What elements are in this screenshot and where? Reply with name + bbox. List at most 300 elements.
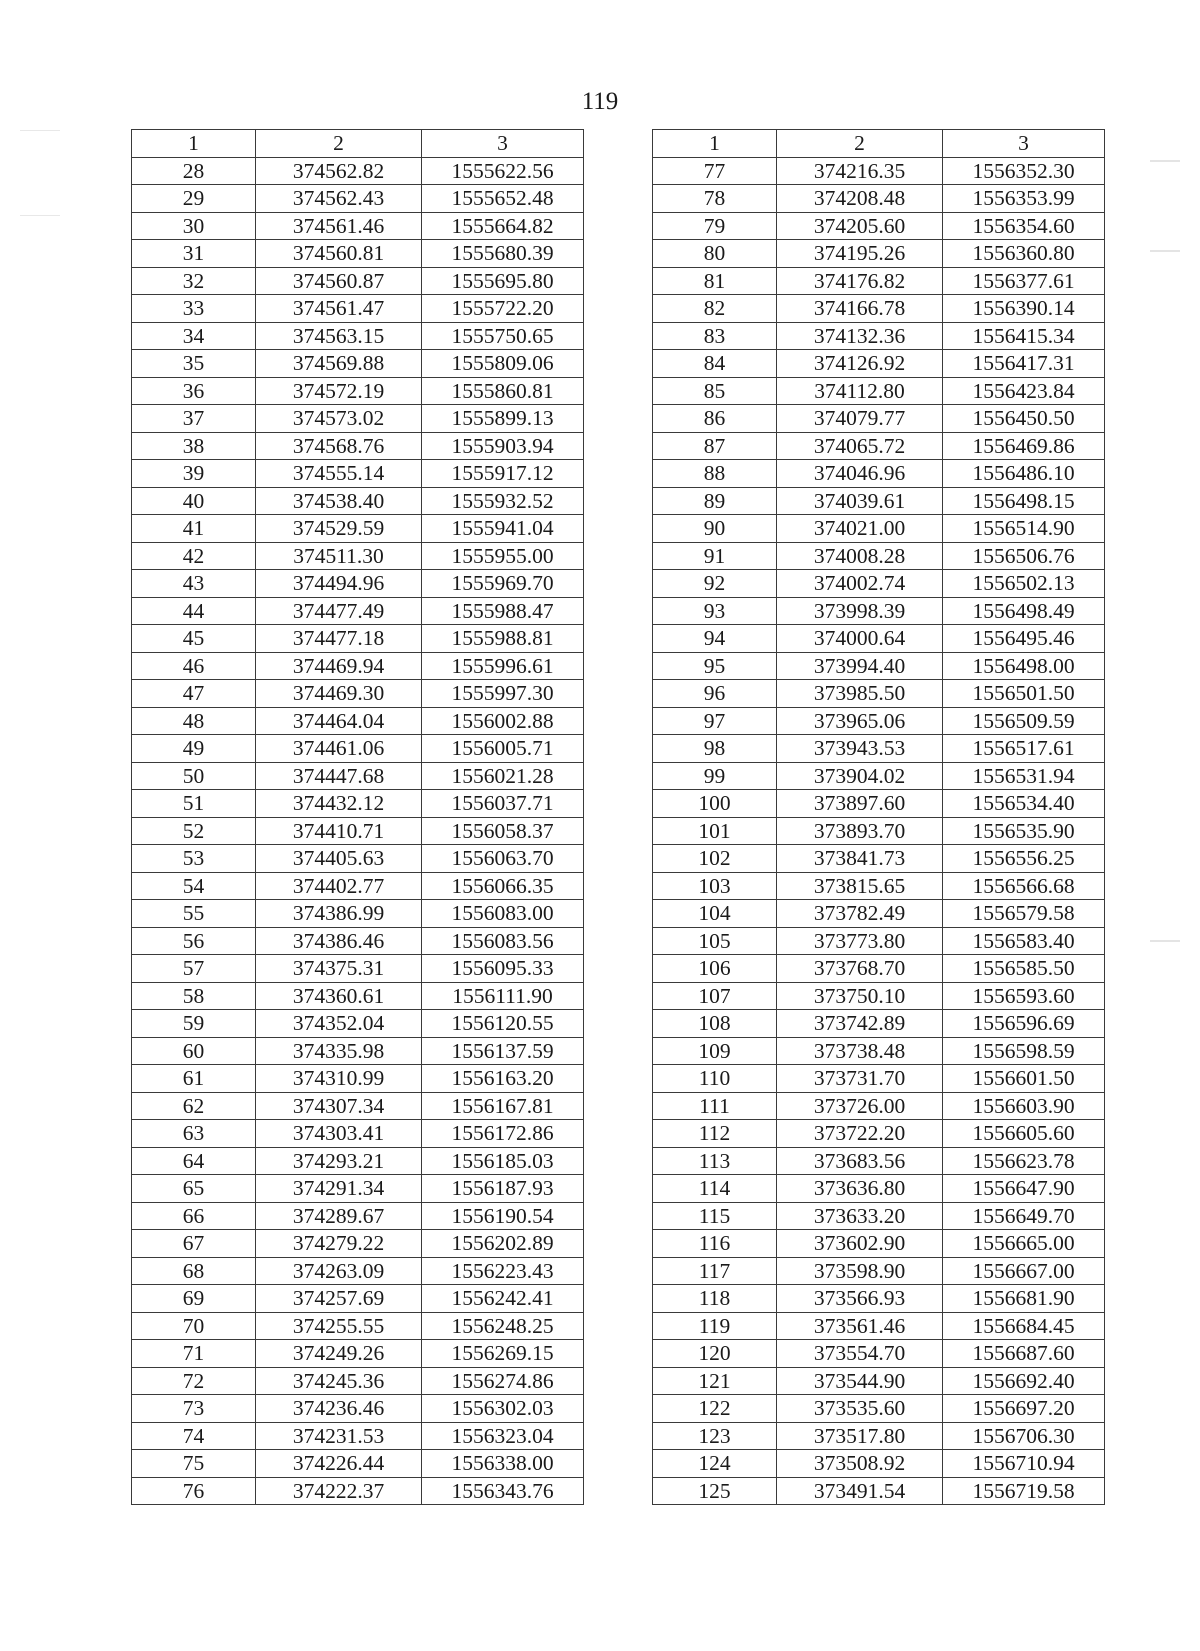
table-row [653,1230,1105,1258]
y-coordinate-cell: 1556502.13 [943,570,1105,598]
scan-artifact [1150,250,1180,252]
table-row [132,240,584,268]
x-coordinate-cell: 374477.49 [256,597,422,625]
y-coordinate-cell: 1556514.90 [943,515,1105,543]
point-number-cell: 66 [132,1202,256,1230]
point-number-cell: 120 [653,1340,777,1368]
y-coordinate-cell: 1556269.15 [422,1340,584,1368]
point-number-cell: 80 [653,240,777,268]
table-row [132,1202,584,1230]
point-number-cell: 111 [653,1092,777,1120]
x-coordinate-cell: 373535.60 [777,1395,943,1423]
table-row [653,1285,1105,1313]
x-coordinate-cell: 374008.28 [777,542,943,570]
point-number-cell: 89 [653,487,777,515]
x-coordinate-cell: 374293.21 [256,1147,422,1175]
point-number-cell: 121 [653,1367,777,1395]
x-coordinate-cell: 373544.90 [777,1367,943,1395]
table-row [132,1395,584,1423]
x-coordinate-cell: 374402.77 [256,872,422,900]
y-coordinate-cell: 1556585.50 [943,955,1105,983]
table-row [653,1037,1105,1065]
table-header-row [653,130,1105,158]
y-coordinate-cell: 1556486.10 [943,460,1105,488]
column-header-y: 3 [943,130,1105,158]
y-coordinate-cell: 1555997.30 [422,680,584,708]
y-coordinate-cell: 1555664.82 [422,212,584,240]
point-number-cell: 82 [653,295,777,323]
y-coordinate-cell: 1556417.31 [943,350,1105,378]
point-number-cell: 110 [653,1065,777,1093]
y-coordinate-cell: 1556719.58 [943,1477,1105,1505]
y-coordinate-cell: 1556352.30 [943,157,1105,185]
x-coordinate-cell: 374046.96 [777,460,943,488]
point-number-cell: 108 [653,1010,777,1038]
point-number-cell: 45 [132,625,256,653]
y-coordinate-cell: 1555955.00 [422,542,584,570]
x-coordinate-cell: 373566.93 [777,1285,943,1313]
x-coordinate-cell: 373943.53 [777,735,943,763]
x-coordinate-cell: 374494.96 [256,570,422,598]
point-number-cell: 77 [653,157,777,185]
y-coordinate-cell: 1556450.50 [943,405,1105,433]
table-row [653,1340,1105,1368]
scan-artifact [1150,160,1180,162]
y-coordinate-cell: 1556037.71 [422,790,584,818]
x-coordinate-cell: 374279.22 [256,1230,422,1258]
point-number-cell: 104 [653,900,777,928]
x-coordinate-cell: 374166.78 [777,295,943,323]
y-coordinate-cell: 1556021.28 [422,762,584,790]
y-coordinate-cell: 1556058.37 [422,817,584,845]
table-row [653,735,1105,763]
point-number-cell: 97 [653,707,777,735]
table-row [653,405,1105,433]
y-coordinate-cell: 1555695.80 [422,267,584,295]
point-number-cell: 55 [132,900,256,928]
x-coordinate-cell: 374000.64 [777,625,943,653]
table-row [132,597,584,625]
point-number-cell: 32 [132,267,256,295]
table-row [132,927,584,955]
point-number-cell: 53 [132,845,256,873]
x-coordinate-cell: 373633.20 [777,1202,943,1230]
point-number-cell: 101 [653,817,777,845]
table-row [653,240,1105,268]
table-row [653,295,1105,323]
x-coordinate-cell: 374195.26 [777,240,943,268]
y-coordinate-cell: 1556498.00 [943,652,1105,680]
y-coordinate-cell: 1556681.90 [943,1285,1105,1313]
y-coordinate-cell: 1555860.81 [422,377,584,405]
table-row [132,1257,584,1285]
table-row [653,1395,1105,1423]
point-number-cell: 109 [653,1037,777,1065]
x-coordinate-cell: 373508.92 [777,1450,943,1478]
x-coordinate-cell: 374257.69 [256,1285,422,1313]
table-row [653,625,1105,653]
x-coordinate-cell: 374222.37 [256,1477,422,1505]
y-coordinate-cell: 1556603.90 [943,1092,1105,1120]
x-coordinate-cell: 373985.50 [777,680,943,708]
table-row [653,350,1105,378]
y-coordinate-cell: 1556531.94 [943,762,1105,790]
x-coordinate-cell: 373731.70 [777,1065,943,1093]
x-coordinate-cell: 374263.09 [256,1257,422,1285]
table-row [132,1037,584,1065]
point-number-cell: 99 [653,762,777,790]
x-coordinate-cell: 374464.04 [256,707,422,735]
x-coordinate-cell: 374568.76 [256,432,422,460]
table-row [132,790,584,818]
y-coordinate-cell: 1556274.86 [422,1367,584,1395]
x-coordinate-cell: 374432.12 [256,790,422,818]
point-number-cell: 103 [653,872,777,900]
table-row [653,1202,1105,1230]
y-coordinate-cell: 1556095.33 [422,955,584,983]
table-row [653,845,1105,873]
table-row [132,900,584,928]
point-number-cell: 106 [653,955,777,983]
x-coordinate-cell: 374291.34 [256,1175,422,1203]
point-number-cell: 56 [132,927,256,955]
y-coordinate-cell: 1556415.34 [943,322,1105,350]
x-coordinate-cell: 374249.26 [256,1340,422,1368]
y-coordinate-cell: 1555969.70 [422,570,584,598]
y-coordinate-cell: 1555932.52 [422,487,584,515]
table-row [132,515,584,543]
y-coordinate-cell: 1556579.58 [943,900,1105,928]
table-row [132,350,584,378]
column-header-x: 2 [777,130,943,158]
y-coordinate-cell: 1556692.40 [943,1367,1105,1395]
scan-artifact [20,130,60,131]
y-coordinate-cell: 1555809.06 [422,350,584,378]
point-number-cell: 122 [653,1395,777,1423]
x-coordinate-cell: 373782.49 [777,900,943,928]
table-row [132,652,584,680]
page-number: 119 [581,88,619,115]
x-coordinate-cell: 374562.43 [256,185,422,213]
table-row [653,762,1105,790]
point-number-cell: 40 [132,487,256,515]
y-coordinate-cell: 1555680.39 [422,240,584,268]
table-row [653,927,1105,955]
y-coordinate-cell: 1556583.40 [943,927,1105,955]
point-number-cell: 67 [132,1230,256,1258]
table-row [132,845,584,873]
x-coordinate-cell: 374560.81 [256,240,422,268]
table-row [653,377,1105,405]
point-number-cell: 54 [132,872,256,900]
point-number-cell: 39 [132,460,256,488]
point-number-cell: 88 [653,460,777,488]
x-coordinate-cell: 374572.19 [256,377,422,405]
x-coordinate-cell: 374231.53 [256,1422,422,1450]
x-coordinate-cell: 373742.89 [777,1010,943,1038]
y-coordinate-cell: 1556185.03 [422,1147,584,1175]
y-coordinate-cell: 1555941.04 [422,515,584,543]
y-coordinate-cell: 1556172.86 [422,1120,584,1148]
x-coordinate-cell: 374447.68 [256,762,422,790]
x-coordinate-cell: 373517.80 [777,1422,943,1450]
x-coordinate-cell: 373897.60 [777,790,943,818]
point-number-cell: 65 [132,1175,256,1203]
x-coordinate-cell: 373722.20 [777,1120,943,1148]
x-coordinate-cell: 373726.00 [777,1092,943,1120]
x-coordinate-cell: 374360.61 [256,982,422,1010]
x-coordinate-cell: 374573.02 [256,405,422,433]
point-number-cell: 114 [653,1175,777,1203]
x-coordinate-cell: 374002.74 [777,570,943,598]
y-coordinate-cell: 1555750.65 [422,322,584,350]
point-number-cell: 100 [653,790,777,818]
table-row [132,1285,584,1313]
table-row [653,1092,1105,1120]
point-number-cell: 47 [132,680,256,708]
x-coordinate-cell: 374386.99 [256,900,422,928]
y-coordinate-cell: 1556509.59 [943,707,1105,735]
x-coordinate-cell: 374021.00 [777,515,943,543]
x-coordinate-cell: 374307.34 [256,1092,422,1120]
x-coordinate-cell: 373554.70 [777,1340,943,1368]
table-row [132,955,584,983]
table-row [132,707,584,735]
table-row [132,1175,584,1203]
table-row [132,1312,584,1340]
table-row [132,157,584,185]
point-number-cell: 61 [132,1065,256,1093]
x-coordinate-cell: 374176.82 [777,267,943,295]
x-coordinate-cell: 374469.30 [256,680,422,708]
x-coordinate-cell: 373561.46 [777,1312,943,1340]
table-row [653,597,1105,625]
table-row [653,790,1105,818]
point-number-cell: 78 [653,185,777,213]
table-row [653,955,1105,983]
table-row [132,185,584,213]
x-coordinate-cell: 374303.41 [256,1120,422,1148]
y-coordinate-cell: 1556684.45 [943,1312,1105,1340]
table-row [132,1477,584,1505]
point-number-cell: 102 [653,845,777,873]
x-coordinate-cell: 374405.63 [256,845,422,873]
x-coordinate-cell: 374132.36 [777,322,943,350]
x-coordinate-cell: 374245.36 [256,1367,422,1395]
point-number-cell: 50 [132,762,256,790]
x-coordinate-cell: 374065.72 [777,432,943,460]
y-coordinate-cell: 1556187.93 [422,1175,584,1203]
x-coordinate-cell: 374563.15 [256,322,422,350]
table-header-row [132,130,584,158]
table-row [653,487,1105,515]
x-coordinate-cell: 373998.39 [777,597,943,625]
y-coordinate-cell: 1555622.56 [422,157,584,185]
column-header-number: 1 [653,130,777,158]
table-row [132,432,584,460]
point-number-cell: 49 [132,735,256,763]
column-header-y: 3 [422,130,584,158]
point-number-cell: 64 [132,1147,256,1175]
x-coordinate-cell: 374561.47 [256,295,422,323]
y-coordinate-cell: 1556687.60 [943,1340,1105,1368]
point-number-cell: 74 [132,1422,256,1450]
point-number-cell: 115 [653,1202,777,1230]
coordinates-table-left [131,129,584,1505]
y-coordinate-cell: 1556202.89 [422,1230,584,1258]
y-coordinate-cell: 1556667.00 [943,1257,1105,1285]
table-row [132,1010,584,1038]
point-number-cell: 62 [132,1092,256,1120]
x-coordinate-cell: 373893.70 [777,817,943,845]
point-number-cell: 72 [132,1367,256,1395]
point-number-cell: 95 [653,652,777,680]
x-coordinate-cell: 374477.18 [256,625,422,653]
table-row [653,1120,1105,1148]
point-number-cell: 59 [132,1010,256,1038]
point-number-cell: 70 [132,1312,256,1340]
point-number-cell: 119 [653,1312,777,1340]
y-coordinate-cell: 1555988.47 [422,597,584,625]
y-coordinate-cell: 1556506.76 [943,542,1105,570]
point-number-cell: 79 [653,212,777,240]
y-coordinate-cell: 1556647.90 [943,1175,1105,1203]
point-number-cell: 93 [653,597,777,625]
table-row [132,1092,584,1120]
x-coordinate-cell: 374562.82 [256,157,422,185]
y-coordinate-cell: 1556360.80 [943,240,1105,268]
point-number-cell: 28 [132,157,256,185]
point-number-cell: 94 [653,625,777,653]
table-row [653,680,1105,708]
x-coordinate-cell: 374555.14 [256,460,422,488]
y-coordinate-cell: 1556167.81 [422,1092,584,1120]
table-row [653,432,1105,460]
x-coordinate-cell: 374569.88 [256,350,422,378]
point-number-cell: 91 [653,542,777,570]
table-row [132,982,584,1010]
x-coordinate-cell: 374126.92 [777,350,943,378]
x-coordinate-cell: 374511.30 [256,542,422,570]
x-coordinate-cell: 373683.56 [777,1147,943,1175]
x-coordinate-cell: 374208.48 [777,185,943,213]
point-number-cell: 42 [132,542,256,570]
x-coordinate-cell: 374386.46 [256,927,422,955]
table-row [653,515,1105,543]
x-coordinate-cell: 373815.65 [777,872,943,900]
y-coordinate-cell: 1556377.61 [943,267,1105,295]
y-coordinate-cell: 1556596.69 [943,1010,1105,1038]
point-number-cell: 125 [653,1477,777,1505]
table-row [132,267,584,295]
point-number-cell: 83 [653,322,777,350]
x-coordinate-cell: 373598.90 [777,1257,943,1285]
y-coordinate-cell: 1556501.50 [943,680,1105,708]
point-number-cell: 84 [653,350,777,378]
x-coordinate-cell: 374410.71 [256,817,422,845]
column-header-x: 2 [256,130,422,158]
x-coordinate-cell: 373841.73 [777,845,943,873]
y-coordinate-cell: 1556190.54 [422,1202,584,1230]
y-coordinate-cell: 1556120.55 [422,1010,584,1038]
point-number-cell: 33 [132,295,256,323]
point-number-cell: 36 [132,377,256,405]
table-row [132,762,584,790]
y-coordinate-cell: 1556566.68 [943,872,1105,900]
point-number-cell: 112 [653,1120,777,1148]
point-number-cell: 116 [653,1230,777,1258]
x-coordinate-cell: 373750.10 [777,982,943,1010]
y-coordinate-cell: 1555996.61 [422,652,584,680]
x-coordinate-cell: 373904.02 [777,762,943,790]
y-coordinate-cell: 1556697.20 [943,1395,1105,1423]
table-row [132,817,584,845]
table-row [132,872,584,900]
point-number-cell: 113 [653,1147,777,1175]
x-coordinate-cell: 374461.06 [256,735,422,763]
point-number-cell: 124 [653,1450,777,1478]
point-number-cell: 44 [132,597,256,625]
x-coordinate-cell: 374255.55 [256,1312,422,1340]
table-row [132,377,584,405]
y-coordinate-cell: 1556223.43 [422,1257,584,1285]
x-coordinate-cell: 374039.61 [777,487,943,515]
scan-artifact [1150,940,1180,942]
point-number-cell: 87 [653,432,777,460]
x-coordinate-cell: 374529.59 [256,515,422,543]
x-coordinate-cell: 374560.87 [256,267,422,295]
table-row [132,295,584,323]
y-coordinate-cell: 1556649.70 [943,1202,1105,1230]
y-coordinate-cell: 1556248.25 [422,1312,584,1340]
point-number-cell: 123 [653,1422,777,1450]
y-coordinate-cell: 1556605.60 [943,1120,1105,1148]
y-coordinate-cell: 1556498.15 [943,487,1105,515]
table-row [132,735,584,763]
column-header-number: 1 [132,130,256,158]
table-row [653,707,1105,735]
table-row [653,460,1105,488]
x-coordinate-cell: 373602.90 [777,1230,943,1258]
point-number-cell: 34 [132,322,256,350]
y-coordinate-cell: 1555917.12 [422,460,584,488]
y-coordinate-cell: 1555988.81 [422,625,584,653]
table-row [653,1010,1105,1038]
scan-artifact [20,215,60,216]
table-row [653,542,1105,570]
table-row [653,1422,1105,1450]
point-number-cell: 96 [653,680,777,708]
table-row [653,1175,1105,1203]
table-row [132,460,584,488]
point-number-cell: 30 [132,212,256,240]
point-number-cell: 81 [653,267,777,295]
point-number-cell: 58 [132,982,256,1010]
x-coordinate-cell: 374226.44 [256,1450,422,1478]
table-row [132,570,584,598]
table-row [132,1367,584,1395]
x-coordinate-cell: 374310.99 [256,1065,422,1093]
y-coordinate-cell: 1556302.03 [422,1395,584,1423]
y-coordinate-cell: 1556665.00 [943,1230,1105,1258]
x-coordinate-cell: 374538.40 [256,487,422,515]
point-number-cell: 29 [132,185,256,213]
y-coordinate-cell: 1555652.48 [422,185,584,213]
point-number-cell: 46 [132,652,256,680]
y-coordinate-cell: 1556469.86 [943,432,1105,460]
y-coordinate-cell: 1556601.50 [943,1065,1105,1093]
table-row [132,1450,584,1478]
